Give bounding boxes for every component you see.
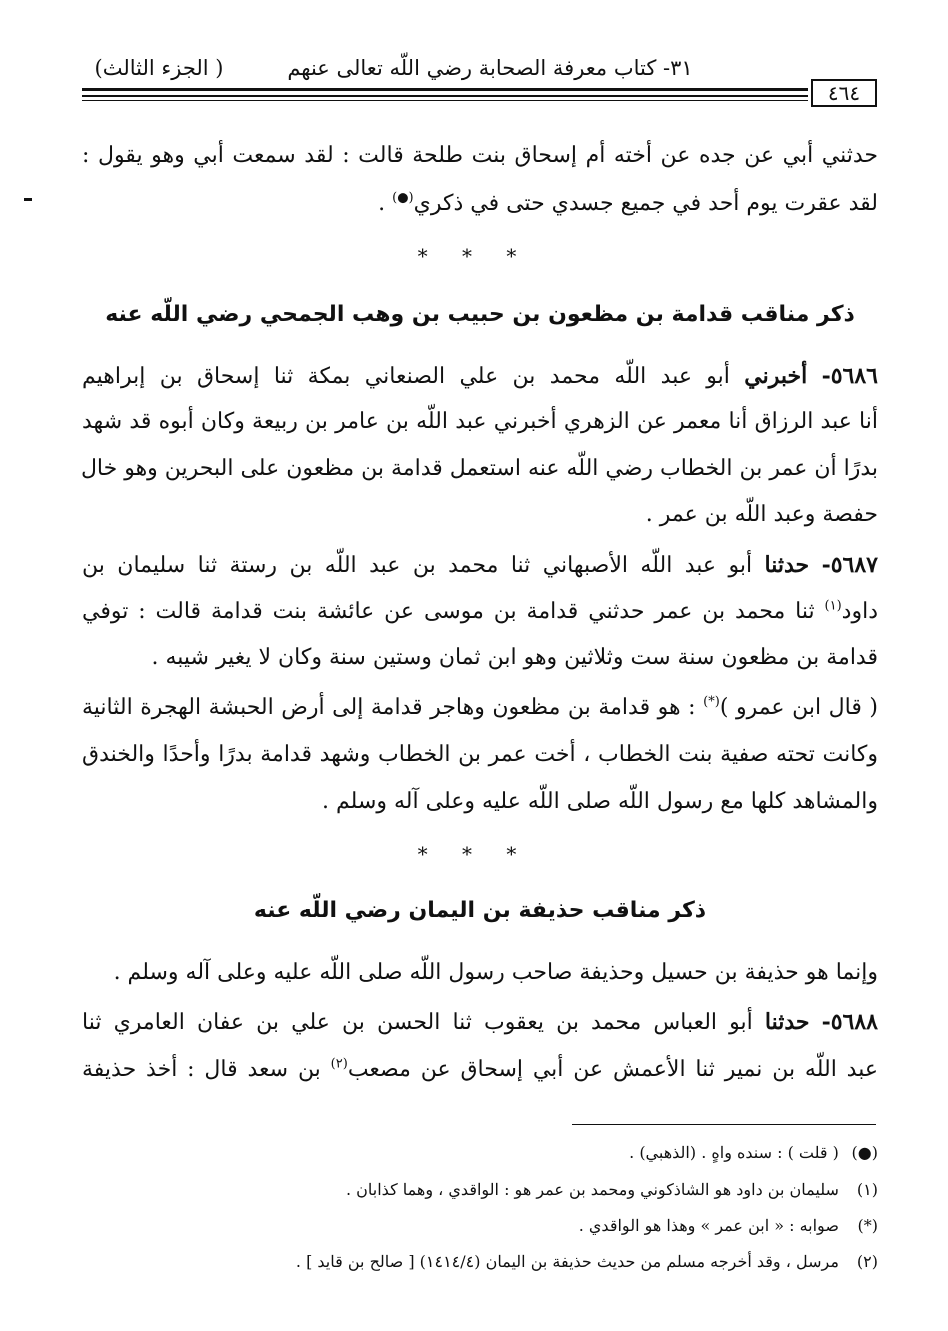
text-line: وإنما هو حذيفة بن حسيل وحذيفة صاحب رسول اللّه صلى اللّه عليه وعلى آله وسلم .: [113, 960, 878, 985]
footnote-text: مرسل ، وقد أخرجه مسلم من حديث حذيفة بن اليمان (١٤١٤/٤) [ صالح بن قايد ] .: [295, 1252, 839, 1271]
text-line: وكانت تحته صفية بنت الخطاب ، أخت عمر بن الخطاب وشهد قدامة بدرًا وأحدًا والخندق: [82, 742, 878, 767]
text-line: ٥٦٨٦- أخبرني أبو عبد اللّه محمد بن علي الصنعاني بمكة ثنا إسحاق بن إبراهيم: [82, 363, 878, 389]
footnote: [82, 1143, 878, 1162]
hadith-number: ٥٦٨٨-: [821, 1009, 878, 1035]
header-rule: [82, 100, 808, 101]
footnote-label: (*): [857, 1216, 878, 1235]
running-header-part: ( الجزء الثالث): [94, 56, 224, 80]
footnote: [82, 1252, 878, 1271]
text-line: ٥٦٨٨- حدثنا أبو العباس محمد بن يعقوب ثنا الحسن بن علي بن عفان العامري ثنا: [82, 1009, 878, 1035]
footnote: [82, 1216, 878, 1235]
section-heading: ذكر مناقب حذيفة بن اليمان رضي اللّه عنه: [253, 898, 707, 923]
hadith-number: ٥٦٨٦-: [821, 363, 878, 389]
footnote-ref: (*): [703, 694, 720, 710]
text-line: حدثني أبي عن جده عن أخته أم إسحاق بنت طلحة قالت : لقد سمعت أبي وهو يقول :: [82, 143, 878, 168]
footnote: [82, 1180, 878, 1199]
section-heading: ذكر مناقب قدامة بن مظعون بن حبيب بن وهب الجمحي رضي اللّه عنه: [105, 302, 855, 327]
footnote-text: ( قلت ) : سنده واهٍ . (الذهبي) .: [629, 1143, 839, 1162]
text-line: داود$^{(١)}$ ثنا محمد بن عمر حدثني قدامة بن موسى عن عائشة بنت قدامة قالت : توفي: [82, 598, 878, 624]
header-rule: [82, 95, 808, 97]
header-rule: [82, 88, 808, 91]
footnote-rule: [572, 1124, 876, 1125]
text-line: بدرًا أن عمر بن الخطاب رضي اللّه عنه استعمل قدامة بن مظعون على البحرين وهو خال: [80, 456, 878, 481]
hadith-number: ٥٦٨٧-: [821, 552, 878, 578]
footnote-ref: (●): [392, 190, 414, 206]
running-header-title: ٣١- كتاب معرفة الصحابة رضي اللّه تعالى عنهم: [287, 56, 693, 80]
text-line: لقد عقرت يوم أحد في جميع جسدي حتى في ذكري(●) .: [378, 190, 878, 216]
section-separator: * * *: [417, 244, 531, 268]
footnote-ref: (١): [824, 598, 842, 614]
text-line: والمشاهد كلها مع رسول اللّه صلى اللّه عليه وعلى آله وسلم .: [322, 789, 878, 814]
footnote-text: سليمان بن داود هو الشاذكوني ومحمد بن عمر هو : الواقدي ، وهما كذابان .: [345, 1180, 839, 1199]
footnote-ref: (٢): [330, 1056, 348, 1072]
text-line: قدامة بن مظعون سنة ست وثلاثين وهو ابن ثمان وستين سنة وكان لا يغير شيبه .: [151, 645, 878, 670]
footnote-label: (١): [856, 1180, 878, 1199]
text-line: ( قال ابن عمرو )(*) : هو قدامة بن مظعون وهاجر قدامة إلى أرض الحبشة الهجرة الثانية: [82, 694, 878, 720]
footnote-label: (٢): [856, 1252, 878, 1271]
page-number: ٤٦٤: [811, 79, 877, 107]
margin-mark: [24, 198, 32, 201]
text-line: ٥٦٨٧- حدثنا أبو عبد اللّه الأصبهاني ثنا محمد بن عبد اللّه بن رستة ثنا سليمان بن: [82, 552, 878, 578]
text-line: أنا عبد الرزاق أنا معمر عن الزهري أخبرني عبد اللّه بن عامر بن ربيعة وكان أبوه قد شهد: [82, 409, 878, 434]
text-line: عبد اللّه بن نمير ثنا الأعمش عن أبي إسحاق عن مصعب$^{(٢)}$ بن سعد قال : أخذ حذيفة: [82, 1056, 878, 1082]
section-separator: * * *: [417, 842, 531, 866]
text-line: حفصة وعبد اللّه بن عمر .: [645, 502, 878, 527]
footnote-text: صوابه : « ابن عمر » وهذا هو الواقدي .: [578, 1216, 839, 1235]
footnote-label: (●): [851, 1143, 878, 1162]
